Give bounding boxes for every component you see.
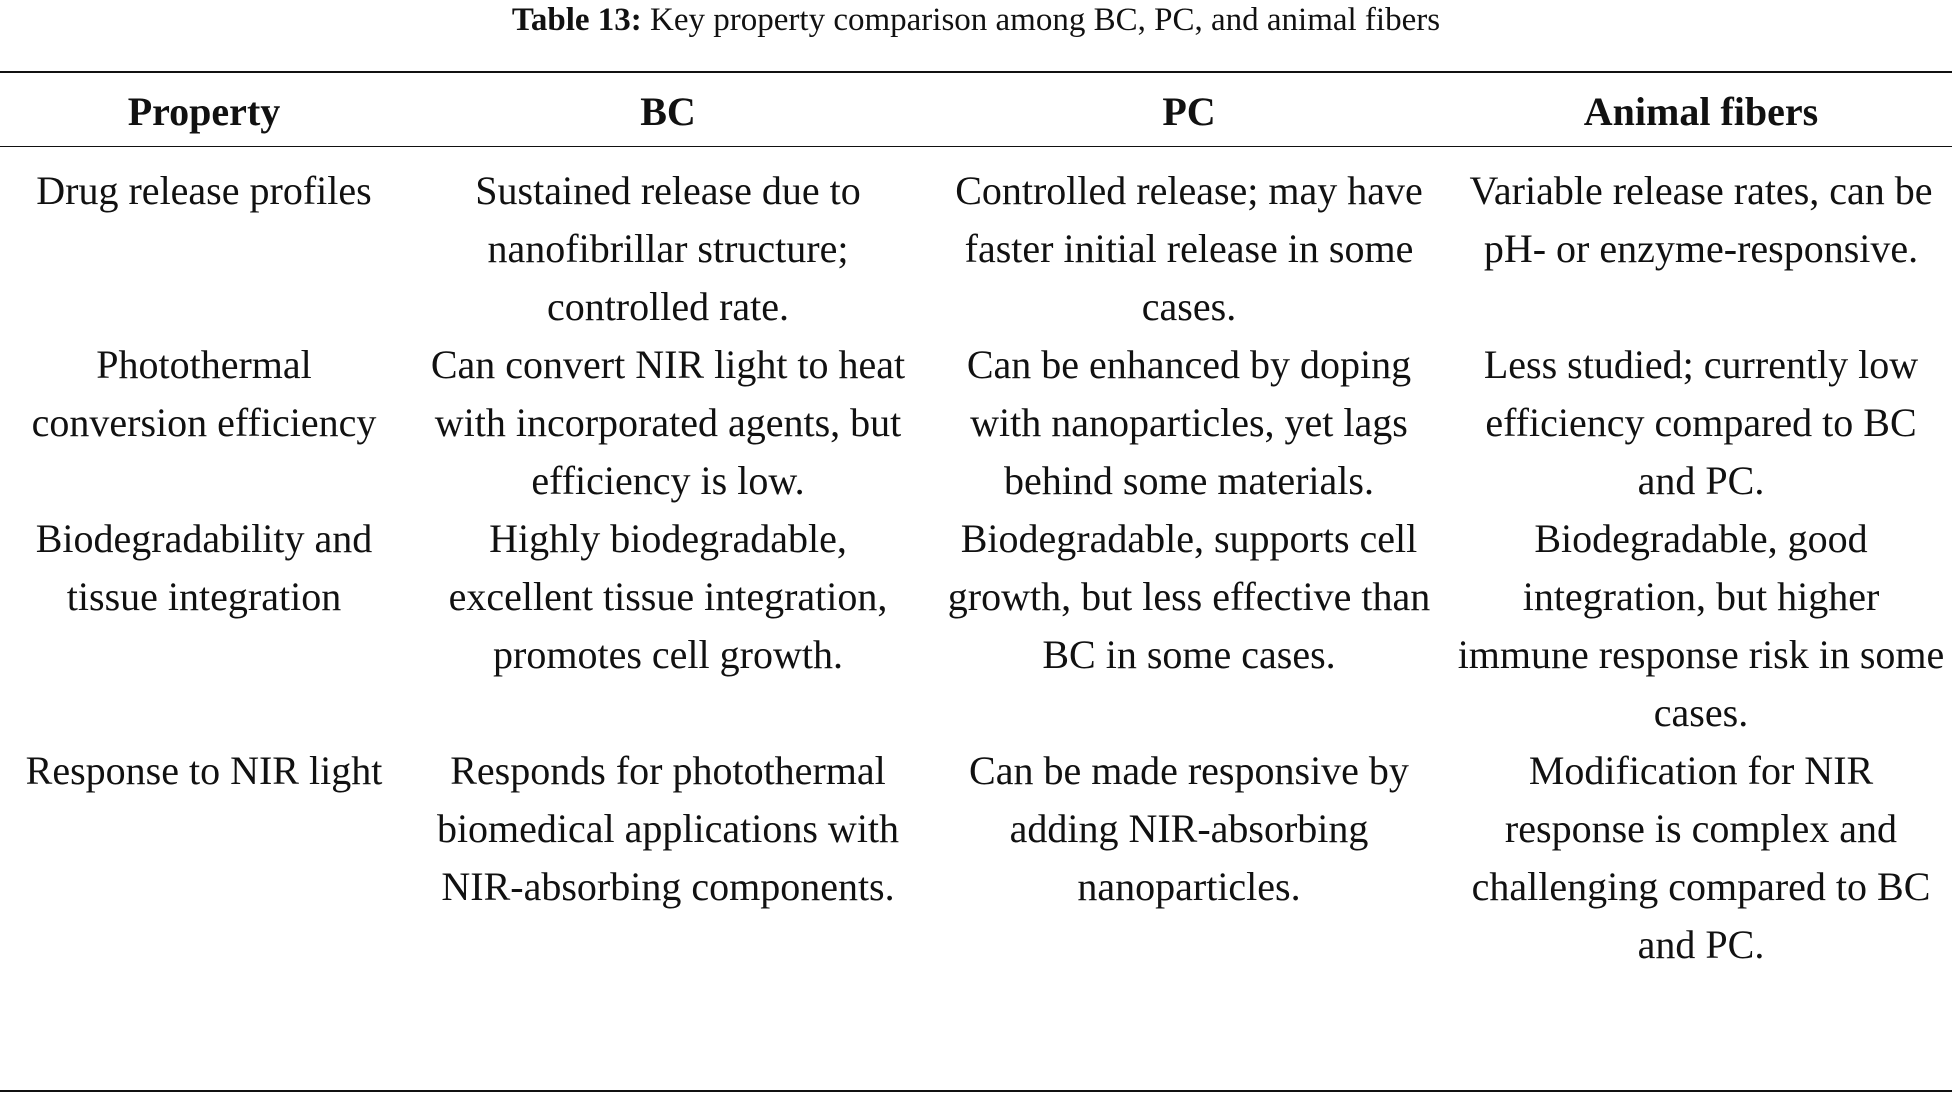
table-row — [0, 336, 1952, 510]
header-animal-fibers: Animal fibers — [1583, 89, 1819, 134]
table-top-rule — [0, 71, 1952, 73]
table-cell-pc: Can be enhanced by doping with nanoparticles, yet lags behind some materials. — [966, 342, 1412, 503]
table-cell-bc: Can convert NIR light to heat with incorporated agents, but efficiency is low. — [430, 342, 906, 503]
table-cell-animal-fibers: Biodegradable, good integration, but higher immune response risk in some cases. — [1457, 516, 1945, 735]
table-row — [0, 156, 1952, 336]
table-cell-bc: Sustained release due to nanofibrillar structure; controlled rate. — [475, 168, 861, 329]
table-bottom-rule — [0, 1090, 1952, 1092]
table-cell-property: Photothermal conversion efficiency — [31, 342, 377, 445]
table-cell-animal-fibers: Variable release rates, can be pH- or enzyme-responsive. — [1469, 168, 1933, 271]
table-cell-property: Drug release profiles — [36, 168, 372, 213]
table-header-row — [0, 86, 1952, 156]
table-row — [0, 742, 1952, 974]
table-row — [0, 510, 1952, 742]
table-cell-animal-fibers: Less studied; currently low efficiency compared to BC and PC. — [1483, 342, 1919, 503]
table-cell-property: Response to NIR light — [25, 748, 383, 793]
table-caption-text: Key property comparison among BC, PC, and animal fibers — [641, 2, 1441, 38]
header-bc: BC — [640, 89, 696, 134]
table-cell-animal-fibers: Modification for NIR response is complex and challenging compared to BC and PC. — [1471, 748, 1931, 967]
table-cell-bc: Responds for photothermal biomedical applications with NIR-absorbing components. — [436, 748, 900, 909]
table-cell-property: Biodegradability and tissue integration — [35, 516, 373, 619]
table-cell-pc: Biodegradable, supports cell growth, but less effective than BC in some cases. — [947, 516, 1431, 677]
table-cell-pc: Controlled release; may have faster initial release in some cases. — [955, 168, 1423, 329]
table-cell-pc: Can be made responsive by adding NIR-absorbing nanoparticles. — [969, 748, 1409, 909]
table-cell-bc: Highly biodegradable, excellent tissue integration, promotes cell growth. — [448, 516, 888, 677]
comparison-table — [0, 86, 1952, 974]
table-caption — [0, 0, 1952, 44]
header-pc: PC — [1162, 89, 1216, 134]
table-caption-label: Table 13: — [511, 2, 642, 38]
header-property: Property — [127, 89, 281, 134]
